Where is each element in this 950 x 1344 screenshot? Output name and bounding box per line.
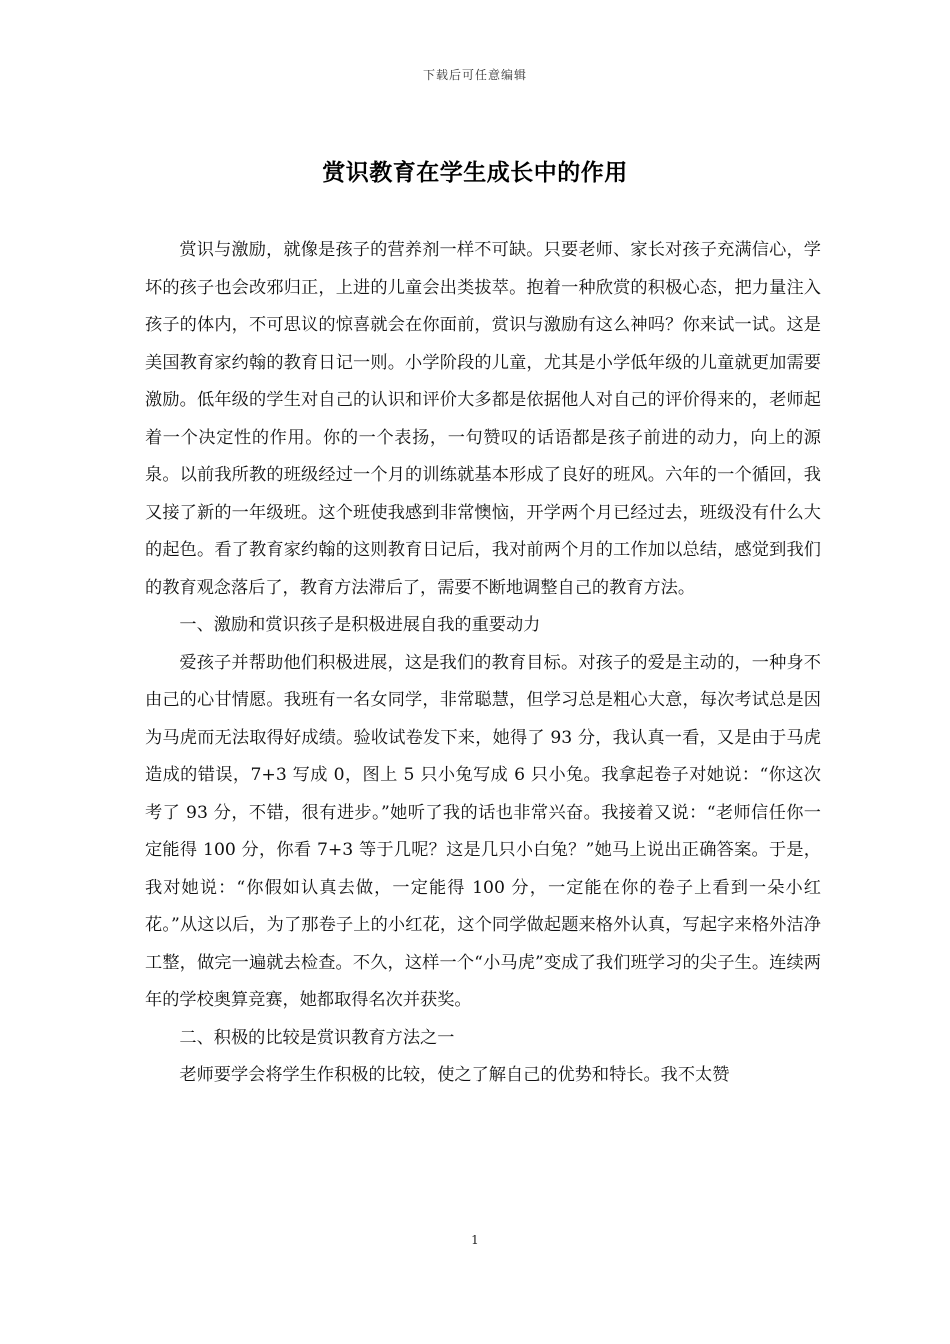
page-number: 1 xyxy=(471,1233,479,1247)
paragraph-intro: 赏识与激励，就像是孩子的营养剂一样不可缺。只要老师、家长对孩子充满信心，学坏的孩子也会改邪归正，上进的儿童会出类拔萃。抱着一种欣赏的积极心态，把力量注入孩子的体内，不可思议的惊喜就会在你面前，赏识与激励有这么神吗？你来试一试。这是美国教育家约翰的教育日记一则。小学阶段的儿童，尤其是小学低年级的儿童就更加需要激励。低年级的学生对自己的认识和评价大多都是依据他人对自己的评价得来的，老师起着一个决定性的作用。你的一个表扬，一句赞叹的话语都是孩子前进的动力，向上的源泉。以前我所教的班级经过一个月的训练就基本形成了良好的班风。六年的一个循回，我又接了新的一年级班。这个班使我感到非常懊恼，开学两个月已经过去，班级没有什么大的起色。看了教育家约翰的这则教育日记后，我对前两个月的工作加以总结，感觉到我们的教育观念落后了，教育方法滞后了，需要不断地调整自己的教育方法。 xyxy=(145,240,821,598)
document-title: 赏识教育在学生成长中的作用 xyxy=(322,160,628,186)
page-header: 下载后可任意编辑 xyxy=(422,68,527,82)
paragraph-section-1: 爱孩子并帮助他们积极进展，这是我们的教育目标。对孩子的爱是主动的，一种身不由己的心甘情愿。我班有一名女同学，非常聪慧，但学习总是粗心大意，每次考试总是因为马虎而无法取得好成绩。验收试卷发下来，她得了 93 分，我认真一看，又是由于马虎造成的错误，7+3 写成 0，图上 5 只小兔写成 6 只小兔。我拿起卷子对她说：“你这次考了 93 分，不错，很有进步。”她听了我的话也非常兴奋。我接着又说：“老师信任你一定能得 100 分，你看 7+3 等于几呢？这是几只小白兔？”她马上说出正确答案。于是，我对她说：“你假如认真去做，一定能得 100 分，一定能在你的卷子上看到一朵小红花。”从这以后，为了那卷子上的小红花，这个同学做起题来格外认真，写起字来格外洁净工整，做完一遍就去检查。不久，这样一个“小马虎”变成了我们班学习的尖子生。连续两年的学校奥算竞赛，她都取得名次并获奖。 xyxy=(145,652,821,1010)
document-body xyxy=(145,232,821,1095)
section-heading-1: 一、激励和赏识孩子是积极进展自我的重要动力 xyxy=(179,615,541,635)
paragraph-section-2: 老师要学会将学生作积极的比较，使之了解自己的优势和特长。我不太赞 xyxy=(179,1065,730,1085)
section-heading-2: 二、积极的比较是赏识教育方法之一 xyxy=(179,1027,455,1048)
